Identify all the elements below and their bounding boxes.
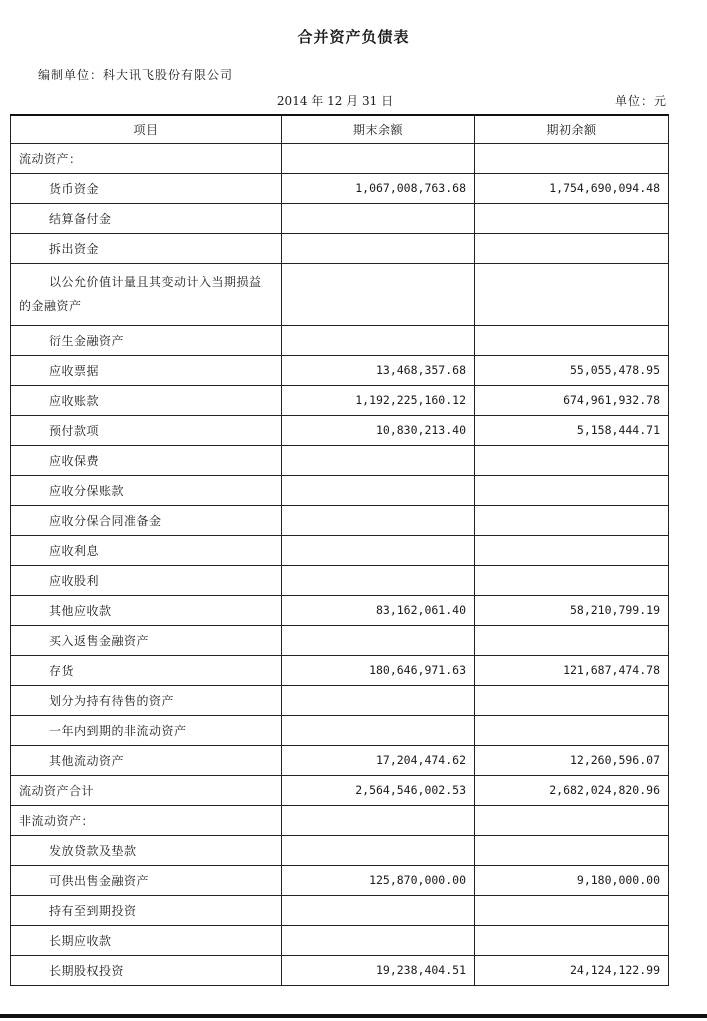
row-label: 应收利息 xyxy=(11,535,282,565)
column-header-begin-balance: 期初余额 xyxy=(475,115,669,143)
begin-balance xyxy=(475,203,669,233)
table-row xyxy=(11,263,669,325)
begin-balance: 674,961,932.78 xyxy=(475,385,669,415)
company-name: 编制单位：科大讯飞股份有限公司 xyxy=(38,68,234,82)
begin-balance: 55,055,478.95 xyxy=(475,355,669,385)
row-label: 流动资产： xyxy=(11,143,282,173)
table-row xyxy=(11,505,669,535)
table-row xyxy=(11,415,669,445)
end-balance xyxy=(282,233,475,263)
begin-balance xyxy=(475,445,669,475)
row-label: 应收账款 xyxy=(11,385,282,415)
balance-sheet-table xyxy=(10,114,669,986)
end-balance: 83,162,061.40 xyxy=(282,595,475,625)
end-balance xyxy=(282,685,475,715)
row-label: 划分为持有待售的资产 xyxy=(11,685,282,715)
table-row xyxy=(11,715,669,745)
table-row xyxy=(11,535,669,565)
end-balance xyxy=(282,895,475,925)
end-balance xyxy=(282,325,475,355)
end-balance xyxy=(282,445,475,475)
begin-balance xyxy=(475,565,669,595)
table-row xyxy=(11,745,669,775)
row-label: 非流动资产： xyxy=(11,805,282,835)
table-row xyxy=(11,775,669,805)
begin-balance xyxy=(475,325,669,355)
row-label: 流动资产合计 xyxy=(11,775,282,805)
table-row xyxy=(11,475,669,505)
table-row xyxy=(11,955,669,985)
end-balance xyxy=(282,925,475,955)
table-row xyxy=(11,835,669,865)
table-row xyxy=(11,325,669,355)
end-balance xyxy=(282,475,475,505)
row-label: 可供出售金融资产 xyxy=(11,865,282,895)
begin-balance xyxy=(475,715,669,745)
end-balance xyxy=(282,835,475,865)
begin-balance xyxy=(475,233,669,263)
currency-unit: 单位：元 xyxy=(614,94,667,108)
row-label: 买入返售金融资产 xyxy=(11,625,282,655)
end-balance: 10,830,213.40 xyxy=(282,415,475,445)
report-date: 2014 年 12 月 31 日 xyxy=(276,94,394,108)
begin-balance: 58,210,799.19 xyxy=(475,595,669,625)
begin-balance xyxy=(475,505,669,535)
end-balance: 1,192,225,160.12 xyxy=(282,385,475,415)
begin-balance xyxy=(475,625,669,655)
end-balance: 125,870,000.00 xyxy=(282,865,475,895)
table-header-row xyxy=(11,115,669,143)
table-row xyxy=(11,865,669,895)
table-row xyxy=(11,385,669,415)
begin-balance: 1,754,690,094.48 xyxy=(475,173,669,203)
table-row xyxy=(11,173,669,203)
row-label: 货币资金 xyxy=(11,173,282,203)
row-label: 应收股利 xyxy=(11,565,282,595)
end-balance: 17,204,474.62 xyxy=(282,745,475,775)
begin-balance xyxy=(475,535,669,565)
begin-balance xyxy=(475,685,669,715)
row-label: 应收分保账款 xyxy=(11,475,282,505)
begin-balance xyxy=(475,475,669,505)
table-row xyxy=(11,233,669,263)
end-balance xyxy=(282,535,475,565)
row-label: 长期应收款 xyxy=(11,925,282,955)
row-label: 预付款项 xyxy=(11,415,282,445)
bottom-border-rule xyxy=(0,1014,707,1018)
end-balance xyxy=(282,143,475,173)
begin-balance: 2,682,024,820.96 xyxy=(475,775,669,805)
begin-balance: 12,260,596.07 xyxy=(475,745,669,775)
column-header-end-balance: 期末余额 xyxy=(282,115,475,143)
column-header-item: 项目 xyxy=(11,115,282,143)
end-balance xyxy=(282,263,475,325)
row-label: 以公允价值计量且其变动计入当期损益的金融资产 xyxy=(11,263,282,325)
row-label: 应收票据 xyxy=(11,355,282,385)
table-row xyxy=(11,925,669,955)
begin-balance: 9,180,000.00 xyxy=(475,865,669,895)
row-label: 应收分保合同准备金 xyxy=(11,505,282,535)
row-label: 长期股权投资 xyxy=(11,955,282,985)
row-label: 存货 xyxy=(11,655,282,685)
row-label: 其他流动资产 xyxy=(11,745,282,775)
table-row xyxy=(11,355,669,385)
table-row xyxy=(11,685,669,715)
end-balance xyxy=(282,203,475,233)
end-balance: 13,468,357.68 xyxy=(282,355,475,385)
table-row xyxy=(11,595,669,625)
row-label: 持有至到期投资 xyxy=(11,895,282,925)
end-balance: 1,067,008,763.68 xyxy=(282,173,475,203)
row-label: 应收保费 xyxy=(11,445,282,475)
begin-balance: 24,124,122.99 xyxy=(475,955,669,985)
begin-balance: 121,687,474.78 xyxy=(475,655,669,685)
end-balance: 180,646,971.63 xyxy=(282,655,475,685)
end-balance: 19,238,404.51 xyxy=(282,955,475,985)
table-row xyxy=(11,805,669,835)
begin-balance xyxy=(475,925,669,955)
table-row xyxy=(11,203,669,233)
begin-balance xyxy=(475,835,669,865)
table-row xyxy=(11,445,669,475)
begin-balance xyxy=(475,895,669,925)
end-balance xyxy=(282,505,475,535)
begin-balance xyxy=(475,143,669,173)
table-row xyxy=(11,895,669,925)
begin-balance: 5,158,444.71 xyxy=(475,415,669,445)
end-balance xyxy=(282,565,475,595)
row-label: 衍生金融资产 xyxy=(11,325,282,355)
table-row xyxy=(11,143,669,173)
begin-balance xyxy=(475,805,669,835)
row-label: 其他应收款 xyxy=(11,595,282,625)
row-label: 发放贷款及垫款 xyxy=(11,835,282,865)
report-title: 合并资产负债表 xyxy=(297,28,410,46)
table-row xyxy=(11,655,669,685)
row-label: 拆出资金 xyxy=(11,233,282,263)
end-balance: 2,564,546,002.53 xyxy=(282,775,475,805)
end-balance xyxy=(282,805,475,835)
table-row xyxy=(11,625,669,655)
row-label: 一年内到期的非流动资产 xyxy=(11,715,282,745)
end-balance xyxy=(282,625,475,655)
table-row xyxy=(11,565,669,595)
begin-balance xyxy=(475,263,669,325)
end-balance xyxy=(282,715,475,745)
row-label: 结算备付金 xyxy=(11,203,282,233)
